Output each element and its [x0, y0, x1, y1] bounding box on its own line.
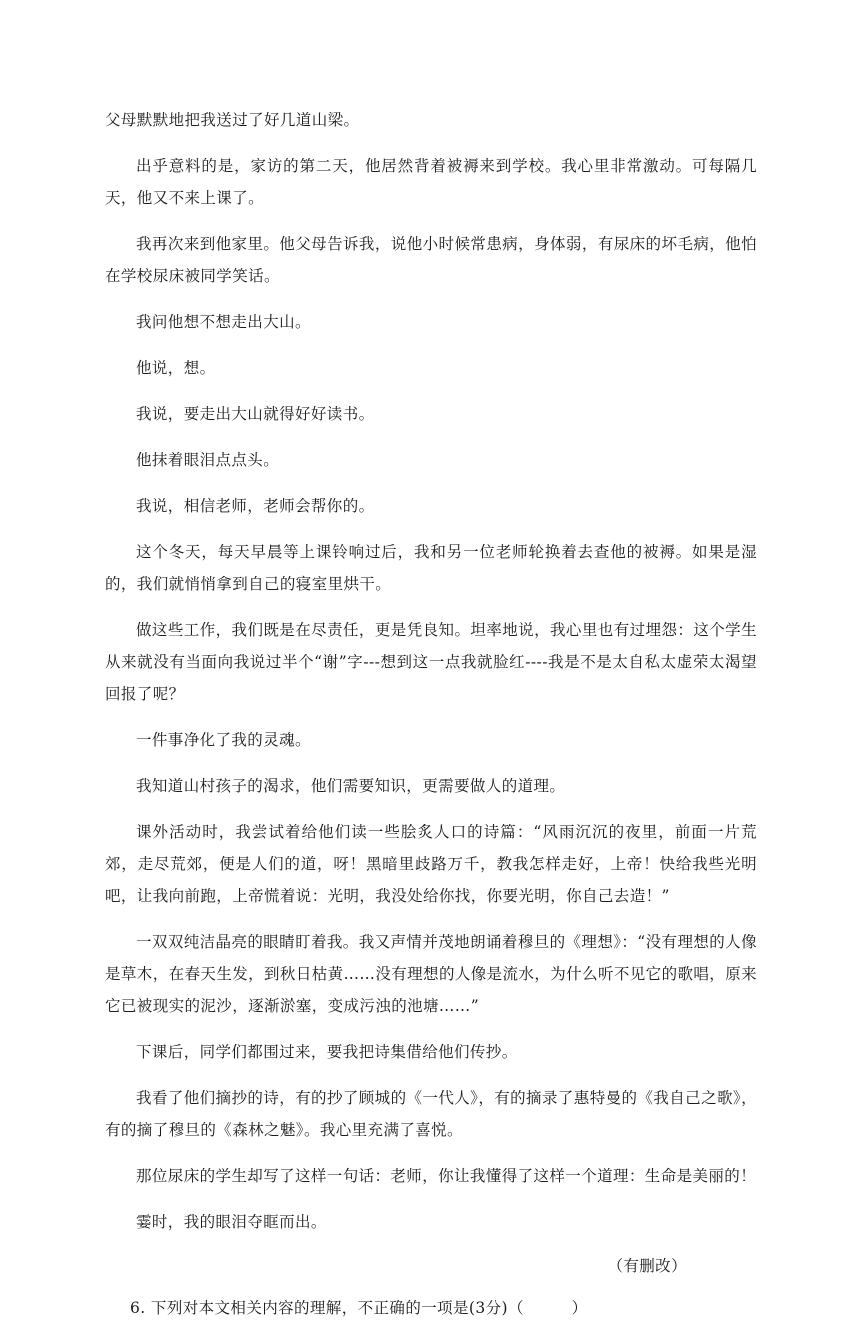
article-body [105, 104, 757, 1324]
paragraph-14: 一双双纯洁晶亮的眼睛盯着我。我又声情并茂地朗诵着穆旦的《理想》：“没有理想的人像是草木，在春天生发，到秋日枯黄……没有理想的人像是流水，为什么听不见它的歌唱，原来它已被现实的泥沙，逐渐淤塞，变成污浊的池塘……” [105, 933, 757, 1015]
paragraph-16: 我看了他们摘抄的诗，有的抄了顾城的《一代人》，有的摘录了惠特曼的《我自己之歌》，有的摘了穆旦的《森林之魅》。我心里充满了喜悦。 [105, 1089, 757, 1139]
paragraph-10: 做这些工作，我们既是在尽责任，更是凭良知。坦率地说，我心里也有过埋怨：这个学生从来就没有当面向我说过半个“谢”字---想到这一点我就脸红----我是不是太自私太虚荣太渴望回报了呢？ [105, 621, 757, 703]
paragraph-7: 他抹着眼泪点点头。 [136, 451, 280, 469]
paragraph-11: 一件事净化了我的灵魂。 [136, 731, 311, 749]
paragraph-4: 我问他想不想走出大山。 [136, 313, 311, 331]
paragraph-17: 那位尿床的学生却写了这样一句话：老师，你让我懂得了这样一个道理：生命是美丽的！ [136, 1167, 757, 1185]
paragraph-2: 出乎意料的是，家访的第二天，他居然背着被褥来到学校。我心里非常激动。可每隔几天，他又不来上课了。 [105, 157, 757, 207]
paragraph-12: 我知道山村孩子的渴求，他们需要知识，更需要做人的道理。 [136, 777, 566, 795]
question-6: 6. 下列对本文相关内容的理解，不正确的一项是(3分)（ ） [130, 1299, 588, 1317]
paragraph-1: 父母默默地把我送过了好几道山梁。 [105, 111, 360, 129]
paragraph-5: 他说，想。 [136, 359, 216, 377]
paragraph-9: 这个冬天，每天早晨等上课铃响过后，我和另一位老师轮换着去查他的被褥。如果是湿的，我们就悄悄拿到自己的寝室里烘干。 [105, 543, 757, 593]
paragraph-13: 课外活动时，我尝试着给他们读一些脍炙人口的诗篇：“风雨沉沉的夜里，前面一片荒郊，走尽荒郊，便是人们的道，呀！黑暗里歧路万千，教我怎样走好，上帝！快给我些光明吧，让我向前跑，上帝慌着说：光明，我没处给你找，你要光明，你自己去造！” [105, 823, 757, 905]
paragraph-18: 霎时，我的眼泪夺眶而出。 [136, 1213, 327, 1231]
paragraph-3: 我再次来到他家里。他父母告诉我，说他小时候常患病，身体弱，有尿床的坏毛病，他怕在学校尿床被同学笑话。 [105, 235, 757, 285]
source-note: （有删改） [607, 1257, 687, 1275]
paragraph-15: 下课后，同学们都围过来，要我把诗集借给他们传抄。 [136, 1043, 518, 1061]
paragraph-8: 我说，相信老师，老师会帮你的。 [136, 497, 375, 515]
paragraph-6: 我说，要走出大山就得好好读书。 [136, 405, 375, 423]
